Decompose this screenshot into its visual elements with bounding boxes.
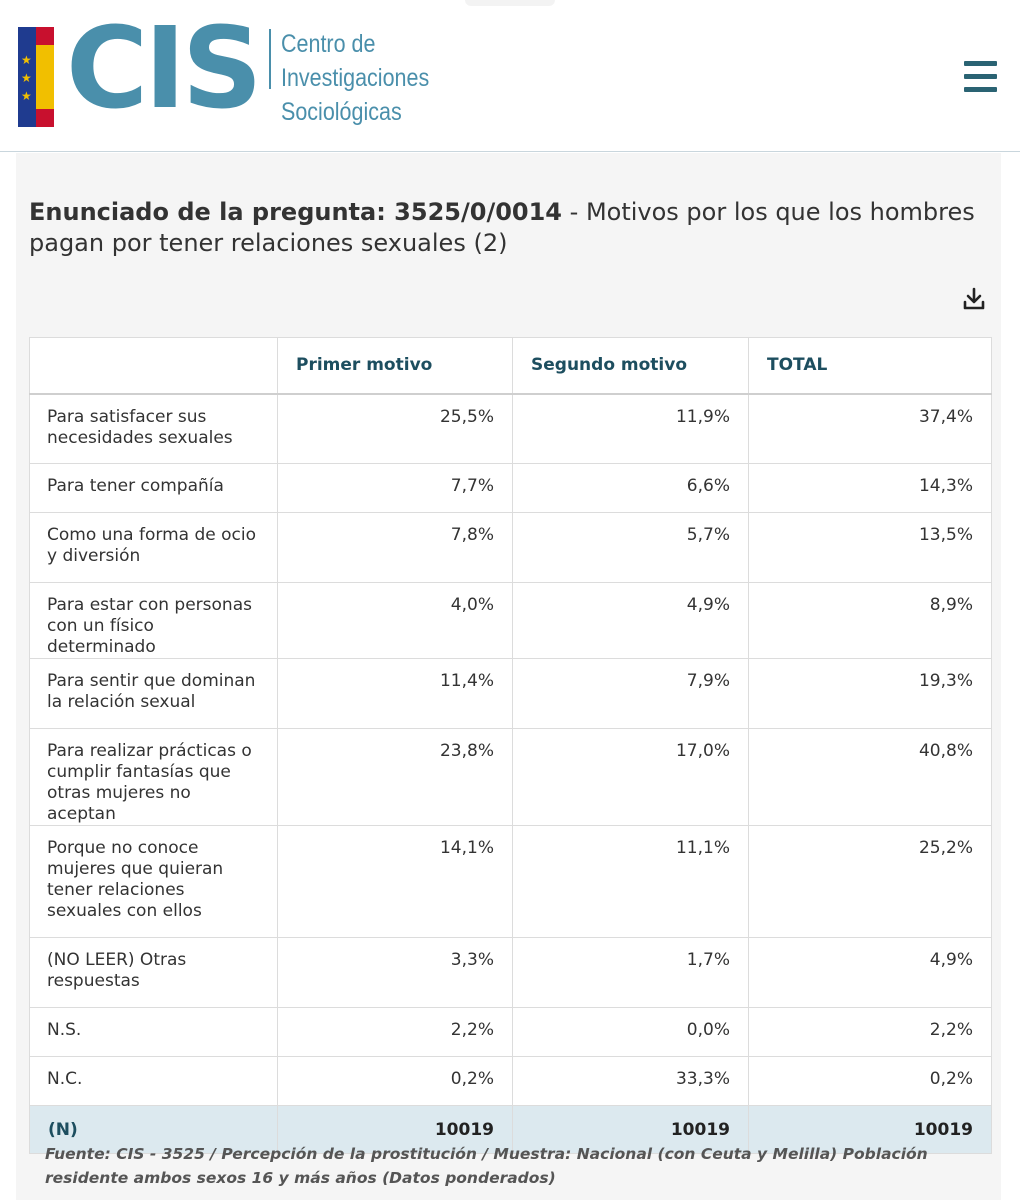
cell-total: 4,9%	[749, 938, 992, 1008]
footer-segundo: 10019	[513, 1106, 749, 1154]
row-label: Para tener compañía	[30, 464, 278, 513]
footer-primer: 10019	[278, 1106, 513, 1154]
row-label: (NO LEER) Otras respuestas	[30, 938, 278, 1008]
row-label: N.S.	[30, 1008, 278, 1057]
cell-primer: 4,0%	[278, 583, 513, 659]
cis-logo[interactable]	[18, 4, 453, 134]
table-row	[30, 938, 992, 1008]
cell-segundo: 17,0%	[513, 729, 749, 826]
logo-fullname: Centro de Investigaciones Sociológicas	[280, 30, 429, 126]
footer-total: 10019	[749, 1106, 992, 1154]
logo-divider	[269, 29, 271, 89]
hamburger-icon[interactable]	[962, 59, 1000, 93]
download-icon[interactable]	[962, 287, 986, 311]
cell-segundo: 1,7%	[513, 938, 749, 1008]
cell-primer: 14,1%	[278, 826, 513, 938]
cell-total: 40,8%	[749, 729, 992, 826]
row-label: Porque no conoce mujeres que quieran tener relaciones sexuales con ellos	[30, 826, 278, 938]
row-label: Para realizar prácticas o cumplir fantasías que otras mujeres no aceptan	[30, 729, 278, 826]
table-row	[30, 826, 992, 938]
cell-primer: 0,2%	[278, 1057, 513, 1106]
table-row	[30, 1008, 992, 1057]
question-label: Enunciado de la pregunta: 3525/0/0014	[29, 198, 563, 226]
table-row	[30, 394, 992, 464]
cell-total: 13,5%	[749, 513, 992, 583]
cell-primer: 25,5%	[278, 394, 513, 464]
footer-label: (N)	[30, 1106, 278, 1154]
table-row	[30, 729, 992, 826]
column-header[interactable]: TOTAL	[749, 338, 992, 394]
cell-primer: 7,8%	[278, 513, 513, 583]
row-label: Para estar con personas con un físico determinado	[30, 583, 278, 659]
cell-primer: 11,4%	[278, 659, 513, 729]
site-header	[0, 0, 1020, 152]
cell-total: 25,2%	[749, 826, 992, 938]
results-table	[29, 337, 992, 1154]
column-header[interactable]: Segundo motivo	[513, 338, 749, 394]
table-row	[30, 583, 992, 659]
cell-total: 19,3%	[749, 659, 992, 729]
question-text: Motivos por los que los hombres pagan por tener relaciones sexuales (2)	[29, 198, 975, 257]
source-note: Fuente: CIS - 3525 / Percepción de la prostitución / Muestra: Nacional (con Ceuta y Melilla) Población residente ambos sexos 16 y más años (Datos ponderados)	[45, 1145, 928, 1187]
table-row	[30, 659, 992, 729]
cell-segundo: 33,3%	[513, 1057, 749, 1106]
cell-total: 37,4%	[749, 394, 992, 464]
table-row	[30, 513, 992, 583]
cell-primer: 3,3%	[278, 938, 513, 1008]
logo-acronym: CIS	[66, 4, 259, 134]
question-heading: Enunciado de la pregunta: 3525/0/0014 - Motivos por los que los hombres pagan por tener relaciones sexuales (2)	[29, 198, 975, 257]
cell-segundo: 5,7%	[513, 513, 749, 583]
cell-total: 2,2%	[749, 1008, 992, 1057]
cell-segundo: 11,9%	[513, 394, 749, 464]
header-notch	[465, 0, 555, 6]
cell-primer: 23,8%	[278, 729, 513, 826]
row-label: Para satisfacer sus necesidades sexuales	[30, 394, 278, 464]
column-header	[30, 338, 278, 394]
cell-total: 14,3%	[749, 464, 992, 513]
table-row	[30, 464, 992, 513]
table-header-row	[30, 338, 992, 394]
cell-segundo: 11,1%	[513, 826, 749, 938]
row-label: Para sentir que dominan la relación sexual	[30, 659, 278, 729]
cell-total: 0,2%	[749, 1057, 992, 1106]
cell-segundo: 6,6%	[513, 464, 749, 513]
row-label: Como una forma de ocio y diversión	[30, 513, 278, 583]
flag-emblem-icon: ★ ★ ★	[18, 27, 54, 127]
row-label: N.C.	[30, 1057, 278, 1106]
cell-segundo: 0,0%	[513, 1008, 749, 1057]
cell-segundo: 4,9%	[513, 583, 749, 659]
column-header[interactable]: Primer motivo	[278, 338, 513, 394]
table-row	[30, 1057, 992, 1106]
cell-primer: 7,7%	[278, 464, 513, 513]
cell-segundo: 7,9%	[513, 659, 749, 729]
cell-total: 8,9%	[749, 583, 992, 659]
cell-primer: 2,2%	[278, 1008, 513, 1057]
